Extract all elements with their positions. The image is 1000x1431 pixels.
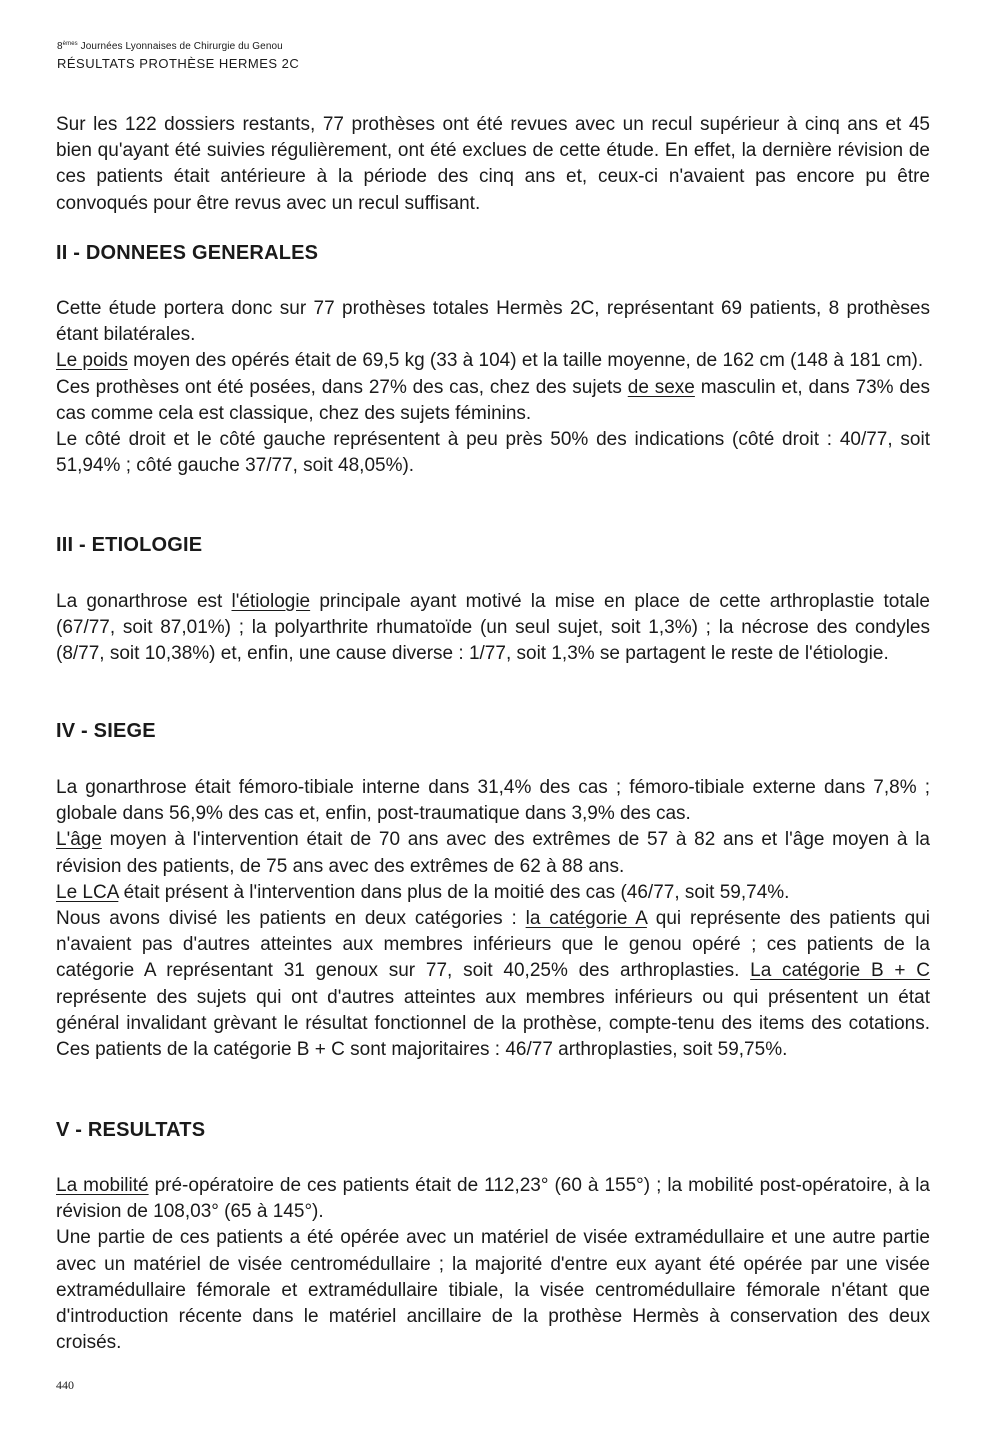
section-siege	[56, 775, 930, 1063]
heading-donnees-generales: II - DONNEES GENERALES	[56, 242, 319, 264]
heading-siege: IV - SIEGE	[56, 720, 156, 742]
paragraph: La gonarthrose est l'étiologie principale ayant motivé la mise en place de cette arthroplastie totale (67/77, soit 87,01%) ; la polyarthrite rhumatoïde (un seul sujet, soit 1,3%) ; la nécrose des condyles (8/77, soit 10,38%) et, enfin, une cause diverse : 1/77, soit 1,3% se partagent le reste de l'étiologie.	[56, 591, 930, 665]
running-head-conference: 8èmes Journées Lyonnaises de Chirurgie du Genou	[57, 41, 283, 52]
running-head-title: RÉSULTATS PROTHÈSE HERMES 2C	[57, 56, 300, 71]
paragraph: Cette étude portera donc sur 77 prothèses totales Hermès 2C, représentant 69 patients, 8 prothèses étant bilatérales.	[56, 298, 930, 346]
paragraph: La mobilité pré-opératoire de ces patients était de 112,23° (60 à 155°) ; la mobilité post-opératoire, à la révision de 108,03° (65 à 145°).	[56, 1175, 930, 1223]
paragraph: Le côté droit et le côté gauche représentent à peu près 50% des indications (côté droit : 40/77, soit 51,94% ; côté gauche 37/77, soit 48,05%).	[56, 429, 930, 477]
paragraph: Une partie de ces patients a été opérée avec un matériel de visée extramédullaire et une autre partie avec un matériel de visée centromédullaire ; la majorité d'entre eux ayant été opérée par une visée extramédullaire fémorale et extramédullaire tibiale, la visée centromédullaire fémorale n'étant que d'introduction récente dans le matériel ancillaire de la prothèse Hermès à conservation des deux croisés.	[56, 1227, 930, 1354]
intro-section	[56, 112, 930, 217]
section-donnees-generales	[56, 296, 930, 479]
page-number: 440	[56, 1378, 74, 1392]
running-head	[57, 36, 299, 72]
heading-resultats: V - RESULTATS	[56, 1119, 206, 1141]
heading-etiologie: III - ETIOLOGIE	[56, 534, 203, 556]
section-resultats	[56, 1173, 930, 1356]
section-etiologie	[56, 589, 930, 668]
paragraph: Le poids moyen des opérés était de 69,5 kg (33 à 104) et la taille moyenne, de 162 cm (148 à 181 cm).	[56, 350, 924, 372]
paragraph: L'âge moyen à l'intervention était de 70 ans avec des extrêmes de 57 à 82 ans et l'âge moyen à la révision des patients, de 75 ans avec des extrêmes de 62 à 88 ans.	[56, 829, 930, 877]
intro-paragraph: Sur les 122 dossiers restants, 77 prothèses ont été revues avec un recul supérieur à cinq ans et 45 bien qu'ayant été suivies régulièrement, ont été exclues de cette étude. En effet, la dernière révision de ces patients était antérieure à la période des cinq ans et, ceux-ci n'avaient pas encore pu être convoqués pour être revus avec un recul suffisant.	[56, 114, 930, 214]
paragraph: Ces prothèses ont été posées, dans 27% des cas, chez des sujets de sexe masculin et, dans 73% des cas comme cela est classique, chez des sujets féminins.	[56, 376, 930, 424]
paragraph: Nous avons divisé les patients en deux catégories : la catégorie A qui représente des patients qui n'avaient pas d'autres atteintes aux membres inférieurs que le genou opéré ; ces patients de la catégorie A représentant 31 genoux sur 77, soit 40,25% des arthroplasties. La catégorie B + C représente des sujets qui ont d'autres atteintes aux membres inférieurs ou qui présentent un état général invalidant grèvant le résultat fonctionnel de la prothèse, compte-tenu des items des cotations. Ces patients de la catégorie B + C sont majoritaires : 46/77 arthroplasties, soit 59,75%.	[56, 908, 930, 1061]
paragraph: Le LCA était présent à l'intervention dans plus de la moitié des cas (46/77, soit 59,74%.	[56, 881, 790, 903]
paragraph: La gonarthrose était fémoro-tibiale interne dans 31,4% des cas ; fémoro-tibiale externe dans 7,8% ; globale dans 56,9% des cas et, enfin, post-traumatique dans 3,9% des cas.	[56, 777, 930, 825]
